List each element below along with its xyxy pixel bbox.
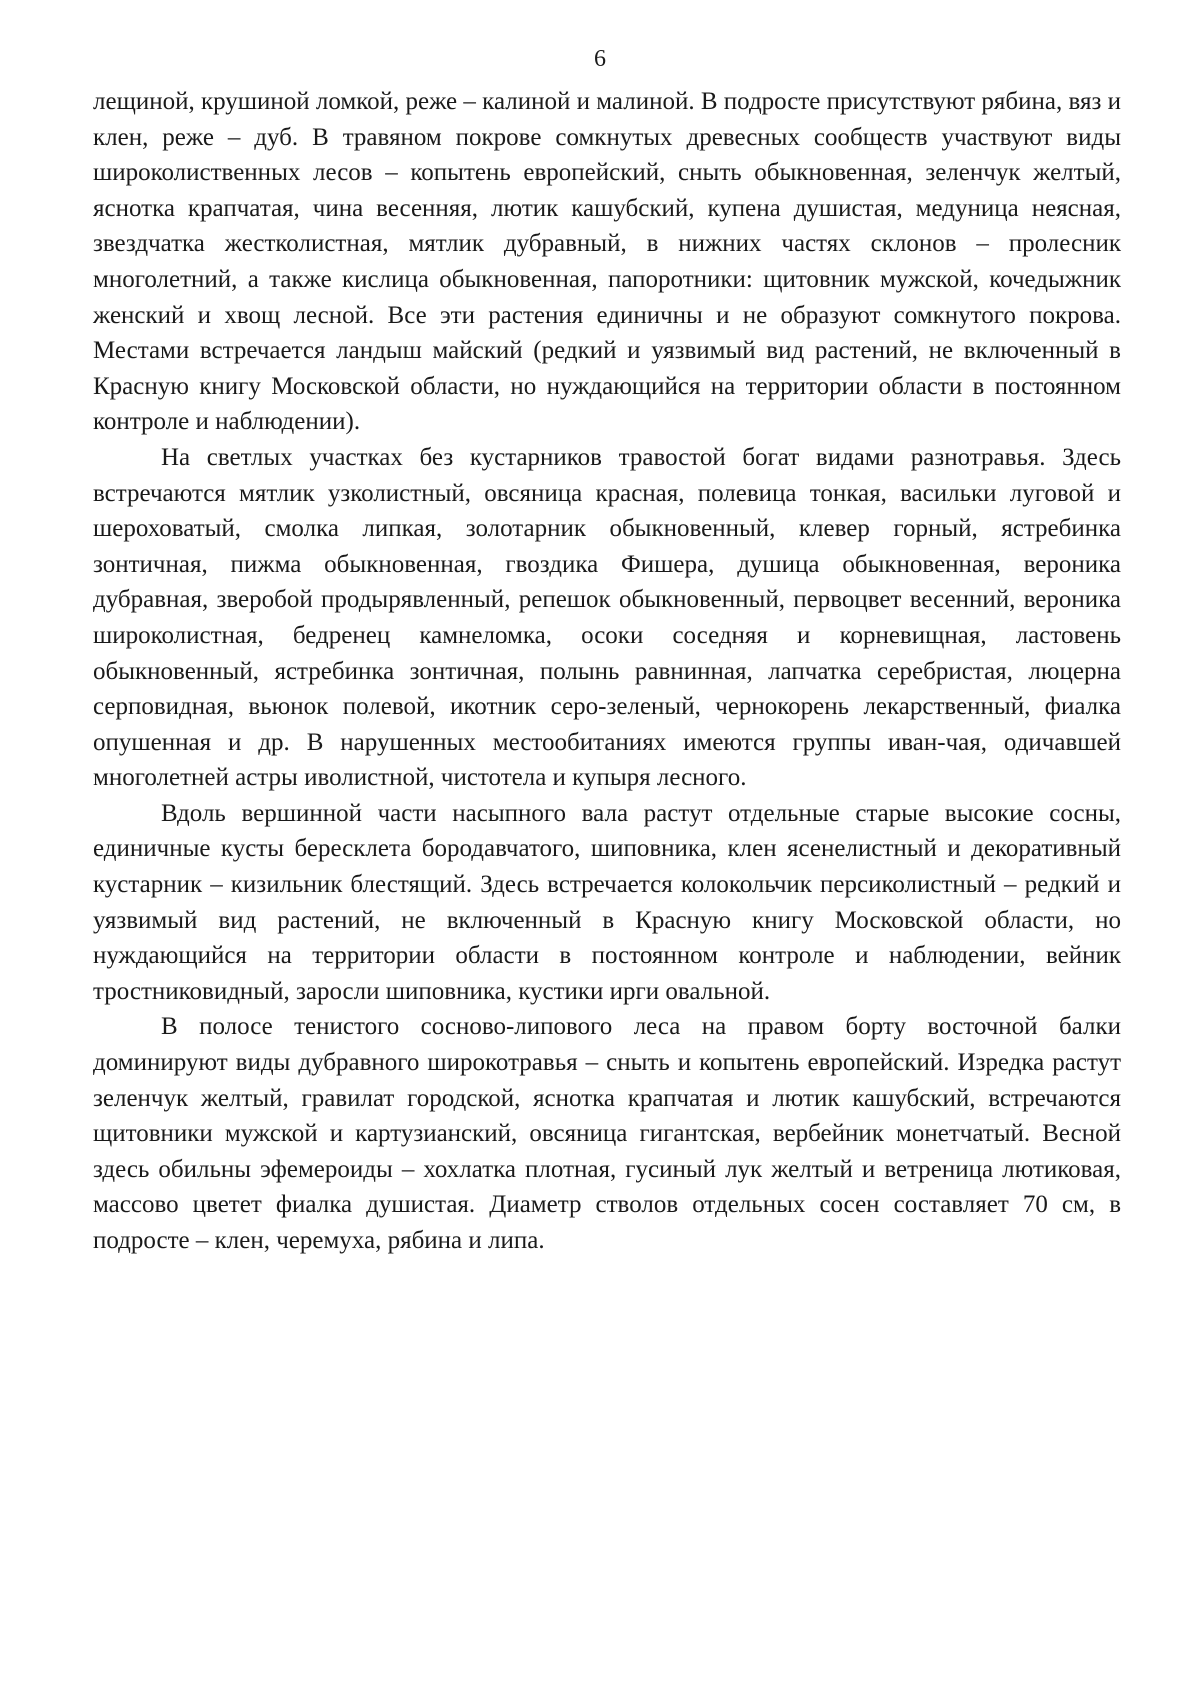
paragraph-embankment-vegetation: Вдоль вершинной части насыпного вала растут отдельные старые высокие сосны, единичные кусты бересклета бородавчатого, шиповника, клен ясенелистный и декоративный кустарник – кизильник блестящий. Здесь встречается колокольчик персиколистный – редкий и уязвимый вид растений, не включенный в Красную книгу Московской области, но нуждающийся на территории области в постоянном контроле и наблюдении, вейник тростниковидный, заросли шиповника, кустики ирги овальной. — [93, 799, 1121, 1005]
paragraph-open-meadow-herbs: На светлых участках без кустарников травостой богат видами разнотравья. Здесь встречаются мятлик узколистный, овсяница красная, полевица тонкая, васильки луговой и шероховатый, смолка липкая, золотарник обыкновенный, клевер горный, ястребинка зонтичная, пижма обыкновенная, гвоздика Фишера, душица обыкновенная, вероника дубравная, зверобой продырявленный, репешок обыкновенный, первоцвет весенний, вероника широколистная, бедренец камнеломка, осоки соседняя и корневищная, ластовень обыкновенный, ястребинка зонтичная, полынь равнинная, лапчатка серебристая, люцерна серповидная, вьюнок полевой, икотник серо-зеленый, чернокорень лекарственный, фиалка опушенная и др. В нарушенных местообитаниях имеются группы иван-чая, одичавшей многолетней астры иволистной, чистотела и купыря лесного. — [93, 443, 1121, 792]
paragraph-forest-undergrowth: лещиной, крушиной ломкой, реже – калиной и малиной. В подросте присутствуют рябина, вяз и клен, реже – дуб. В травяном покрове сомкнутых древесных сообществ участвуют виды широколиственных лесов – копытень европейский, сныть обыкновенная, зеленчук желтый, яснотка крапчатая, чина весенняя, лютик кашубский, купена душистая, медуница неясная, звездчатка жестколистная, мятлик дубравный, в нижних частях склонов – пролесник многолетний, а также кислица обыкновенная, папоротники: щитовник мужской, кочедыжник женский и хвощ лесной. Все эти растения единичны и не образуют сомкнутого покрова. Местами встречается ландыш майский (редкий и уязвимый вид растений, не включенный в Красную книгу Московской области, но нуждающийся на территории области в постоянном контроле и наблюдении). — [93, 88, 1121, 436]
paragraph-pine-linden-forest: В полосе тенистого сосново-липового леса на правом борту восточной балки доминируют виды дубравного широкотравья – сныть и копытень европейский. Изредка растут зеленчук желтый, гравилат городской, яснотка крапчатая и лютик кашубский, встречаются щитовники мужской и картузианский, овсяница гигантская, вербейник монетчатый. Весной здесь обильны эфемероиды – хохлатка плотная, гусиный лук желтый и ветреница лютиковая, массово цветет фиалка душистая. Диаметр стволов отдельных сосен составляет 70 см, в подросте – клен, черемуха, рябина и липа. — [93, 1013, 1121, 1254]
body-text — [93, 84, 1121, 1259]
page-number: 6 — [594, 46, 606, 72]
